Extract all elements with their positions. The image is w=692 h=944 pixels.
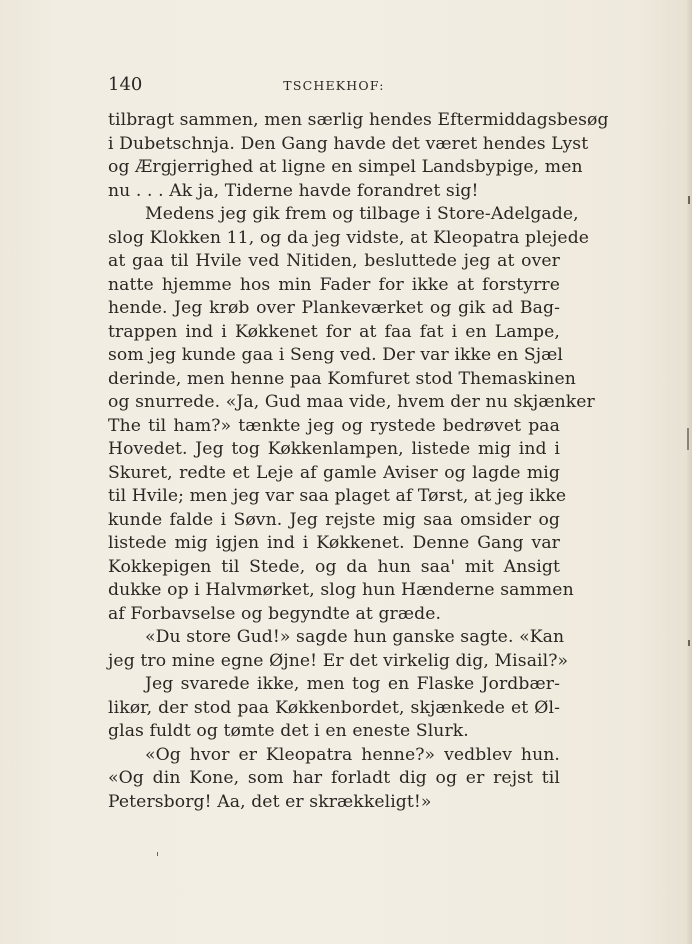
bottom-speck — [157, 852, 158, 856]
text-line: som jeg kunde gaa i Seng ved. Der var ikke en Sjæl — [108, 345, 563, 365]
text-line: natte hjemme hos min Fader for ikke at forstyrre — [108, 274, 560, 295]
page-edge — [687, 0, 692, 944]
text-line: tilbragt sammen, men særlig hendes Eftermiddagsbesøg — [108, 110, 609, 130]
body-text — [108, 109, 609, 814]
text-line: trappen ind i Køkkenet for at faa fat i en Lampe, — [108, 321, 560, 342]
text-line: «Du store Gud!» sagde hun ganske sagte. «Kan — [145, 627, 565, 647]
text-line: Hovedet. Jeg tog Køkkenlampen, listede mig ind i — [108, 439, 560, 459]
margin-speck — [688, 640, 690, 646]
text-line: af Forbavselse og begyndte at græde. — [108, 603, 442, 624]
text-line: listede mig igjen ind i Køkkenet. Denne Gang var — [108, 533, 560, 553]
text-line: Skuret, redte et Leje af gamle Aviser og lagde mig — [108, 462, 560, 483]
margin-speck — [687, 428, 689, 450]
text-line: Kokkepigen til Stede, og da hun saa' mit Ansigt — [108, 556, 560, 577]
text-line: Petersborg! Aa, det er skrækkeligt!» — [108, 791, 432, 812]
text-line: «Og din Kone, som har forladt dig og er rejst til — [108, 768, 560, 788]
text-line: kunde falde i Søvn. Jeg rejste mig saa omsider og — [108, 509, 560, 530]
text-line: og snurrede. «Ja, Gud maa vide, hvem der nu skjænker — [108, 392, 595, 412]
text-line: og Ærgjerrighed at ligne en simpel Landsbypige, men — [108, 157, 583, 177]
text-line: derinde, men henne paa Komfuret stod Themaskinen — [108, 368, 576, 389]
margin-speck — [688, 196, 690, 204]
text-line: «Og hvor er Kleopatra henne?» vedblev hun. — [145, 744, 560, 765]
text-line: slog Klokken 11, og da jeg vidste, at Kleopatra plejede — [108, 227, 590, 248]
text-line: hende. Jeg krøb over Plankeværket og gik ad Bag- — [108, 298, 560, 318]
text-line: til Hvile; men jeg var saa plaget af Tørst, at jeg ikke — [108, 486, 567, 506]
running-head — [108, 74, 560, 96]
text-line: glas fuldt og tømte det i en eneste Slurk. — [108, 721, 469, 741]
text-line: dukke op i Halvmørket, slog hun Hænderne sammen — [108, 580, 574, 600]
text-line: nu . . . Ak ja, Tiderne havde forandret sig! — [108, 180, 479, 201]
page-number: 140 — [108, 74, 143, 95]
text-line: at gaa til Hvile ved Nitiden, besluttede jeg at over — [108, 251, 560, 271]
running-title: TSCHEKHOF: — [283, 78, 385, 93]
text-line: The til ham?» tænkte jeg og rystede bedrøvet paa — [108, 415, 560, 436]
text-line: likør, der stod paa Køkkenbordet, skjænkede et Øl- — [108, 697, 560, 718]
text-line: jeg tro mine egne Øjne! Er det virkelig dig, Misail?» — [108, 650, 569, 671]
text-line: i Dubetschnja. Den Gang havde det været hendes Lyst — [108, 133, 589, 154]
text-line: Medens jeg gik frem og tilbage i Store-Adelgade, — [145, 204, 579, 224]
text-line: Jeg svarede ikke, men tog en Flaske Jordbær- — [145, 674, 560, 694]
